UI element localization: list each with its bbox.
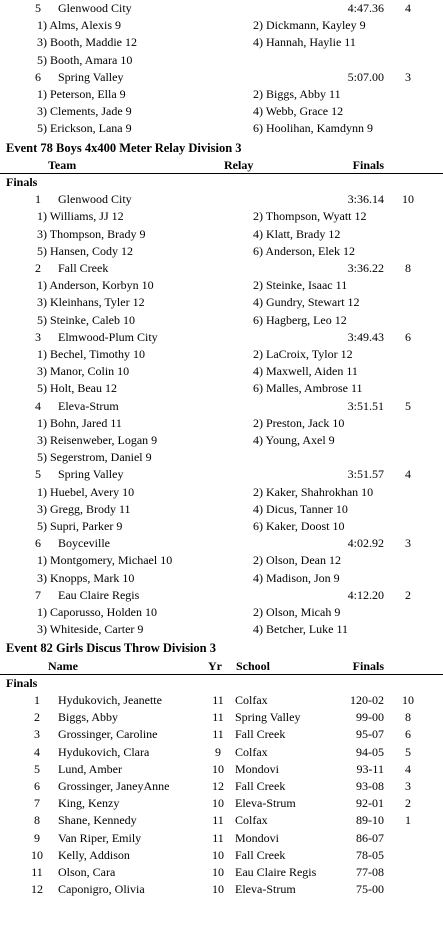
finals-mark: 86-07 xyxy=(356,830,384,845)
relay-leg: 1) Alms, Alexis 9 xyxy=(37,18,122,33)
col-finals: Finals xyxy=(352,658,384,673)
relay-team-row xyxy=(0,260,443,277)
points: 5 xyxy=(405,744,411,759)
place: 4 xyxy=(35,398,41,413)
relay-leg: 2) Preston, Jack 10 xyxy=(253,415,345,430)
team-name: Boyceville xyxy=(58,536,110,551)
year: 10 xyxy=(212,761,224,776)
points: 5 xyxy=(405,398,411,413)
relay-legs-row xyxy=(0,604,443,621)
result-row xyxy=(0,709,443,726)
relay-leg: 5) Booth, Amara 10 xyxy=(37,52,133,67)
relay-leg: 4) Maxwell, Aiden 11 xyxy=(253,364,358,379)
year: 10 xyxy=(212,882,224,897)
relay-legs-row xyxy=(0,570,443,587)
relay-legs-row xyxy=(0,312,443,329)
relay-team-row xyxy=(0,69,443,86)
place: 2 xyxy=(35,261,41,275)
team-name: Spring Valley xyxy=(58,69,124,84)
place: 8 xyxy=(34,813,40,828)
relay-legs-row xyxy=(0,34,443,51)
year: 9 xyxy=(215,744,221,759)
finals-mark: 94-05 xyxy=(356,744,384,759)
relay-leg: 3) Booth, Maddie 12 xyxy=(37,35,137,50)
points: 10 xyxy=(402,693,414,707)
athlete-name: Olson, Cara xyxy=(58,865,116,879)
relay-leg: 5) Segerstrom, Daniel 9 xyxy=(37,450,152,465)
relay-leg: 5) Holt, Beau 12 xyxy=(37,381,117,396)
result-row xyxy=(0,744,443,761)
col-yr: Yr xyxy=(208,658,222,673)
athlete-name: King, Kenzy xyxy=(58,796,120,811)
event-78-title xyxy=(0,140,443,157)
year: 11 xyxy=(212,693,224,707)
relay-legs-row xyxy=(0,346,443,363)
finals-mark: 95-07 xyxy=(356,727,384,742)
relay-legs-row xyxy=(0,415,443,432)
athlete-name: Shane, Kennedy xyxy=(58,813,137,828)
relay-leg: 6) Malles, Ambrose 11 xyxy=(253,381,363,396)
col-name: Name xyxy=(48,658,78,673)
result-row xyxy=(0,830,443,847)
finals-mark: 93-08 xyxy=(356,779,384,793)
year: 11 xyxy=(212,813,224,828)
team-name: Elmwood-Plum City xyxy=(58,329,158,344)
school: Eleva-Strum xyxy=(235,796,296,811)
relay-leg: 2) Dickmann, Kayley 9 xyxy=(253,18,366,33)
relay-leg: 1) Anderson, Korbyn 10 xyxy=(37,278,154,293)
relay-team-row xyxy=(0,535,443,552)
event-title: Event 82 Girls Discus Throw Division 3 xyxy=(6,641,216,656)
finals-mark: 120-02 xyxy=(350,693,384,707)
place: 2 xyxy=(34,710,40,725)
place: 11 xyxy=(31,865,43,879)
year: 11 xyxy=(212,830,224,845)
relay-leg: 3) Clements, Jade 9 xyxy=(37,104,132,119)
relay-legs-row xyxy=(0,432,443,449)
relay-leg: 4) Madison, Jon 9 xyxy=(253,570,340,585)
relay-leg: 4) Hannah, Haylie 11 xyxy=(253,35,356,50)
relay-leg: 3) Thompson, Brady 9 xyxy=(37,226,146,241)
relay-leg: 4) Webb, Grace 12 xyxy=(253,104,344,119)
place: 9 xyxy=(34,830,40,845)
school: Fall Creek xyxy=(235,727,286,742)
relay-team-row xyxy=(0,587,443,604)
athlete-name: Grossinger, Caroline xyxy=(58,727,158,742)
relay-team-row xyxy=(0,398,443,415)
finals-time: 3:36.14 xyxy=(347,192,384,207)
points: 3 xyxy=(405,779,411,793)
relay-leg: 1) Bohn, Jared 11 xyxy=(37,415,122,430)
relay-leg: 2) LaCroix, Tylor 12 xyxy=(253,347,353,361)
relay-legs-row xyxy=(0,243,443,260)
relay-team-row xyxy=(0,466,443,483)
team-name: Glenwood City xyxy=(58,1,132,15)
place: 1 xyxy=(35,192,41,207)
relay-leg: 2) Steinke, Isaac 11 xyxy=(253,278,348,293)
relay-leg: 2) Thompson, Wyatt 12 xyxy=(253,209,367,224)
relay-leg: 6) Hoolihan, Kamdynn 9 xyxy=(253,121,373,136)
finals-mark: 75-00 xyxy=(356,882,384,897)
event-78-header xyxy=(0,157,443,174)
points: 8 xyxy=(405,710,411,725)
result-row xyxy=(0,692,443,709)
relay-legs-row xyxy=(0,17,443,34)
athlete-name: Lund, Amber xyxy=(58,761,122,776)
relay-leg: 3) Manor, Colin 10 xyxy=(37,364,130,379)
relay-leg: 5) Erickson, Lana 9 xyxy=(37,121,132,136)
points: 2 xyxy=(405,796,411,811)
relay-legs-row xyxy=(0,552,443,569)
col-finals: Finals xyxy=(352,157,384,172)
relay-leg: 5) Steinke, Caleb 10 xyxy=(37,312,135,327)
result-row xyxy=(0,795,443,812)
finals-time: 4:12.20 xyxy=(347,587,384,602)
school: Eleva-Strum xyxy=(235,882,296,897)
relay-legs-row xyxy=(0,501,443,518)
team-name: Glenwood City xyxy=(58,192,132,207)
athlete-name: Caponigro, Olivia xyxy=(58,882,145,897)
finals-mark: 77-08 xyxy=(356,865,384,879)
relay-team-row xyxy=(0,191,443,208)
finals-time: 3:36.22 xyxy=(347,261,384,275)
relay-legs-row xyxy=(0,52,443,69)
result-row xyxy=(0,864,443,881)
finals-time: 4:47.36 xyxy=(347,1,384,15)
place: 5 xyxy=(35,1,41,15)
points: 6 xyxy=(405,329,411,344)
finals-time: 5:07.00 xyxy=(347,69,384,84)
relay-leg: 3) Gregg, Brody 11 xyxy=(37,501,131,516)
section-label: Finals xyxy=(6,175,38,189)
relay-legs-row xyxy=(0,294,443,311)
finals-mark: 92-01 xyxy=(356,796,384,811)
place: 4 xyxy=(34,744,40,759)
result-row xyxy=(0,761,443,778)
event-82-section xyxy=(0,675,443,692)
relay-leg: 4) Dicus, Tanner 10 xyxy=(253,501,348,516)
athlete-name: Van Riper, Emily xyxy=(58,830,142,845)
points: 4 xyxy=(405,1,411,15)
athlete-name: Biggs, Abby xyxy=(58,710,119,725)
relay-leg: 2) Olson, Micah 9 xyxy=(253,605,341,619)
place: 3 xyxy=(35,329,41,344)
place: 6 xyxy=(35,536,41,551)
place: 7 xyxy=(35,587,41,602)
relay-team-row xyxy=(0,0,443,17)
year: 12 xyxy=(212,779,224,793)
points: 3 xyxy=(405,69,411,84)
col-relay: Relay xyxy=(224,157,254,172)
school: Eau Claire Regis xyxy=(235,865,317,879)
points: 2 xyxy=(405,587,411,602)
place: 12 xyxy=(31,882,43,897)
result-row xyxy=(0,778,443,795)
relay-leg: 1) Caporusso, Holden 10 xyxy=(37,605,157,619)
relay-leg: 4) Gundry, Stewart 12 xyxy=(253,295,360,310)
section-label: Finals xyxy=(6,675,38,690)
points: 4 xyxy=(405,467,411,482)
finals-mark: 93-11 xyxy=(356,761,384,776)
relay-leg: 5) Supri, Parker 9 xyxy=(37,519,123,533)
finals-mark: 99-00 xyxy=(356,710,384,725)
event-title: Event 78 Boys 4x400 Meter Relay Division 3 xyxy=(6,140,242,155)
place: 7 xyxy=(34,796,40,811)
relay-leg: 1) Peterson, Ella 9 xyxy=(37,87,126,101)
athlete-name: Hydukovich, Jeanette xyxy=(58,693,162,707)
relay-legs-row xyxy=(0,120,443,137)
school: Mondovi xyxy=(235,830,280,845)
relay-leg: 6) Hagberg, Leo 12 xyxy=(253,312,347,327)
team-name: Eleva-Strum xyxy=(58,398,119,413)
place: 5 xyxy=(35,467,41,482)
finals-mark: 78-05 xyxy=(356,847,384,862)
relay-leg: 2) Olson, Dean 12 xyxy=(253,553,341,568)
team-name: Eau Claire Regis xyxy=(58,587,140,602)
school: Colfax xyxy=(235,813,268,828)
relay-leg: 4) Young, Axel 9 xyxy=(253,433,335,447)
place: 5 xyxy=(34,761,40,776)
result-row xyxy=(0,812,443,829)
place: 1 xyxy=(34,693,40,707)
school: Spring Valley xyxy=(235,710,301,725)
relay-legs-row xyxy=(0,208,443,225)
relay-legs-row xyxy=(0,363,443,380)
team-name: Spring Valley xyxy=(58,467,124,482)
relay-leg: 6) Kaker, Doost 10 xyxy=(253,519,345,533)
relay-leg: 1) Bechel, Timothy 10 xyxy=(37,347,146,361)
finals-time: 3:51.57 xyxy=(347,467,384,482)
result-row xyxy=(0,881,443,898)
points: 10 xyxy=(402,192,414,207)
relay-legs-row xyxy=(0,226,443,243)
relay-leg: 1) Williams, JJ 12 xyxy=(37,209,124,224)
team-name: Fall Creek xyxy=(58,261,109,275)
event-78-section xyxy=(0,174,443,191)
col-school: School xyxy=(236,658,271,673)
relay-team-row xyxy=(0,329,443,346)
school: Fall Creek xyxy=(235,847,286,862)
school: Colfax xyxy=(235,693,268,707)
athlete-name: Kelly, Addison xyxy=(58,847,130,862)
relay-legs-row xyxy=(0,380,443,397)
relay-leg: 1) Huebel, Avery 10 xyxy=(37,484,135,499)
relay-legs-row xyxy=(0,449,443,466)
place: 6 xyxy=(34,779,40,793)
year: 10 xyxy=(212,847,224,862)
relay-legs-row xyxy=(0,621,443,638)
year: 10 xyxy=(212,796,224,811)
relay-leg: 3) Knopps, Mark 10 xyxy=(37,570,135,585)
relay-legs-row xyxy=(0,484,443,501)
event-82-title xyxy=(0,640,443,657)
relay-leg: 6) Anderson, Elek 12 xyxy=(253,243,355,258)
relay-leg: 3) Kleinhans, Tyler 12 xyxy=(37,295,145,310)
relay-leg: 3) Whiteside, Carter 9 xyxy=(37,622,144,637)
relay-legs-row xyxy=(0,518,443,535)
year: 11 xyxy=(212,710,224,725)
relay-legs-row xyxy=(0,86,443,103)
points: 4 xyxy=(405,761,411,776)
relay-leg: 3) Reisenweber, Logan 9 xyxy=(37,433,158,447)
relay-leg: 4) Klatt, Brady 12 xyxy=(253,226,341,241)
points: 1 xyxy=(405,813,411,828)
place: 10 xyxy=(31,847,43,862)
finals-mark: 89-10 xyxy=(356,813,384,828)
points: 3 xyxy=(405,536,411,551)
finals-time: 3:49.43 xyxy=(347,329,384,344)
year: 10 xyxy=(212,865,224,879)
event-82-header xyxy=(0,658,443,675)
relay-leg: 4) Betcher, Luke 11 xyxy=(253,622,349,637)
athlete-name: Grossinger, JaneyAnne xyxy=(58,779,170,793)
place: 6 xyxy=(35,69,41,84)
relay-leg: 5) Hansen, Cody 12 xyxy=(37,243,133,258)
year: 11 xyxy=(212,727,224,742)
relay-leg: 2) Kaker, Shahrokhan 10 xyxy=(253,484,374,499)
school: Colfax xyxy=(235,744,268,759)
points: 8 xyxy=(405,261,411,275)
school: Fall Creek xyxy=(235,779,286,793)
relay-leg: 2) Biggs, Abby 11 xyxy=(253,87,341,101)
points: 6 xyxy=(405,727,411,742)
col-team: Team xyxy=(48,157,77,172)
result-row xyxy=(0,847,443,864)
athlete-name: Hydukovich, Clara xyxy=(58,744,150,759)
result-row xyxy=(0,726,443,743)
finals-time: 3:51.51 xyxy=(347,398,384,413)
school: Mondovi xyxy=(235,761,280,776)
place: 3 xyxy=(34,727,40,742)
finals-time: 4:02.92 xyxy=(347,536,384,551)
relay-leg: 1) Montgomery, Michael 10 xyxy=(37,553,173,568)
relay-legs-row xyxy=(0,103,443,120)
relay-legs-row xyxy=(0,277,443,294)
